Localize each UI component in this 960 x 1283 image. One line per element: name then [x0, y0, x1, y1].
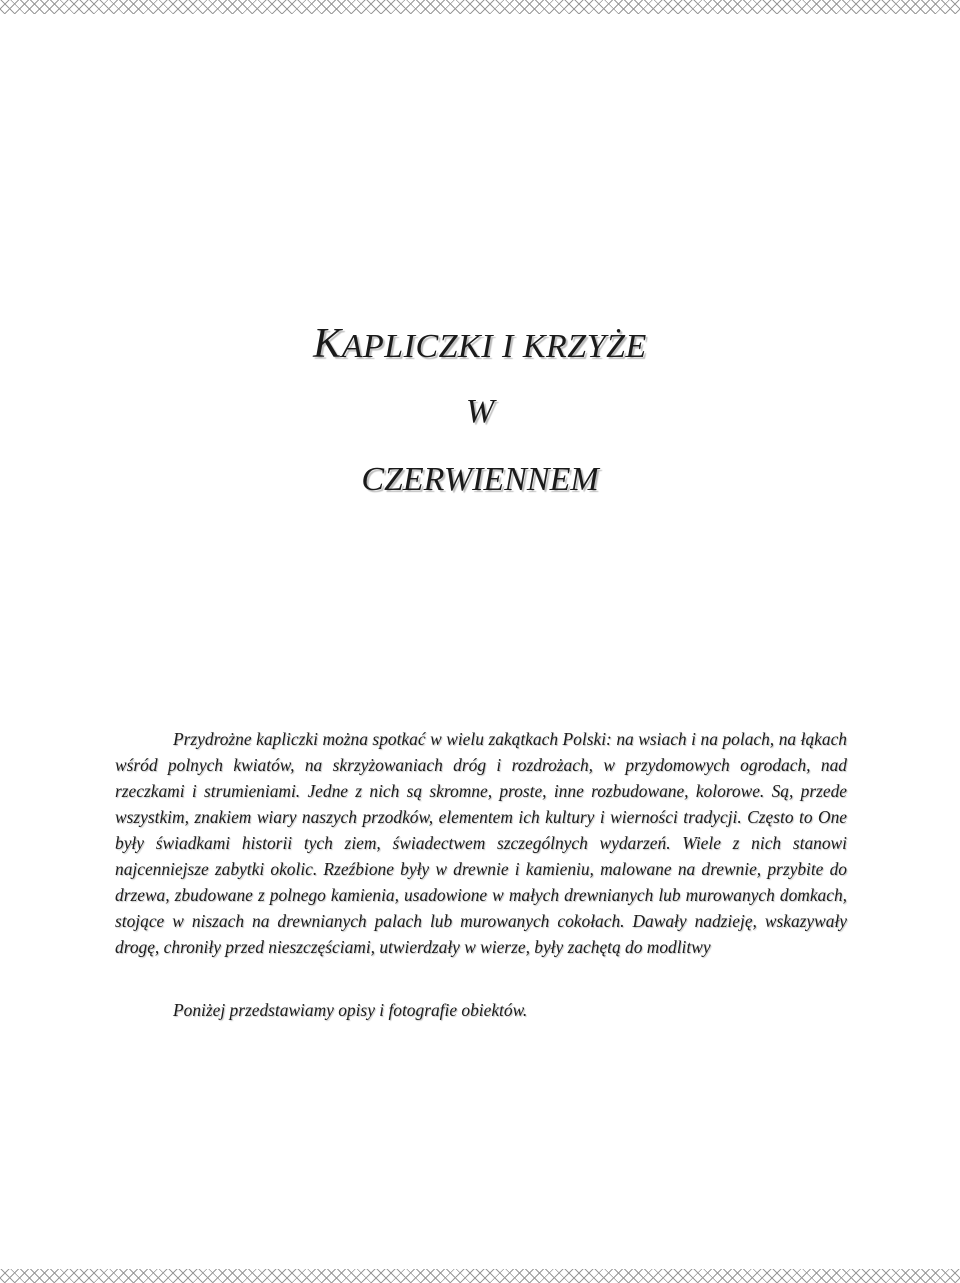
- page-title: [0, 320, 960, 368]
- decorative-border-top: [0, 0, 960, 14]
- intro-paragraph: Przydrożne kapliczki można spotkać w wielu zakątkach Polski: na wsiach i na polach, na łąkach wśród polnych kwiatów, na skrzyżowaniach dróg i rozdrożach, w przydomowych ogrodach, nad rzeczkami i strumieniami. Jedne z nich są skromne, proste, inne rozbudowane, kolorowe. Są, przede wszystkim, znakiem wiary naszych przodków, elementem ich kultury i wierności tradycji. Często to One były świadkami historii tych ziem, świadectwem szczególnych wydarzeń. Wiele z nich stanowi najcenniejsze zabytki okolic. Rzeźbione były w drewnie i kamieniu, malowane na drewnie, przybite do drzewa, zbudowane z polnego kamienia, usadowione w małych drewnianych lub murowanych domkach, stojące w niszach na drewnianych palach lub murowanych cokołach. Dawały nadzieję, wskazywały drogę, chroniły przed nieszczęściami, utwierdzały w wierze, były zachętą do modlitwy: [115, 729, 847, 957]
- title-line1-text: APLICZKI I KRZYŻE: [341, 328, 647, 365]
- title-line2: W: [465, 393, 495, 430]
- title-line3: CZERWIENNEM: [361, 461, 599, 498]
- title-initial: K: [313, 321, 342, 367]
- closing-sentence: Poniżej przedstawiamy opisy i fotografie obiektów.: [173, 1000, 528, 1020]
- decorative-border-bottom: [0, 1269, 960, 1283]
